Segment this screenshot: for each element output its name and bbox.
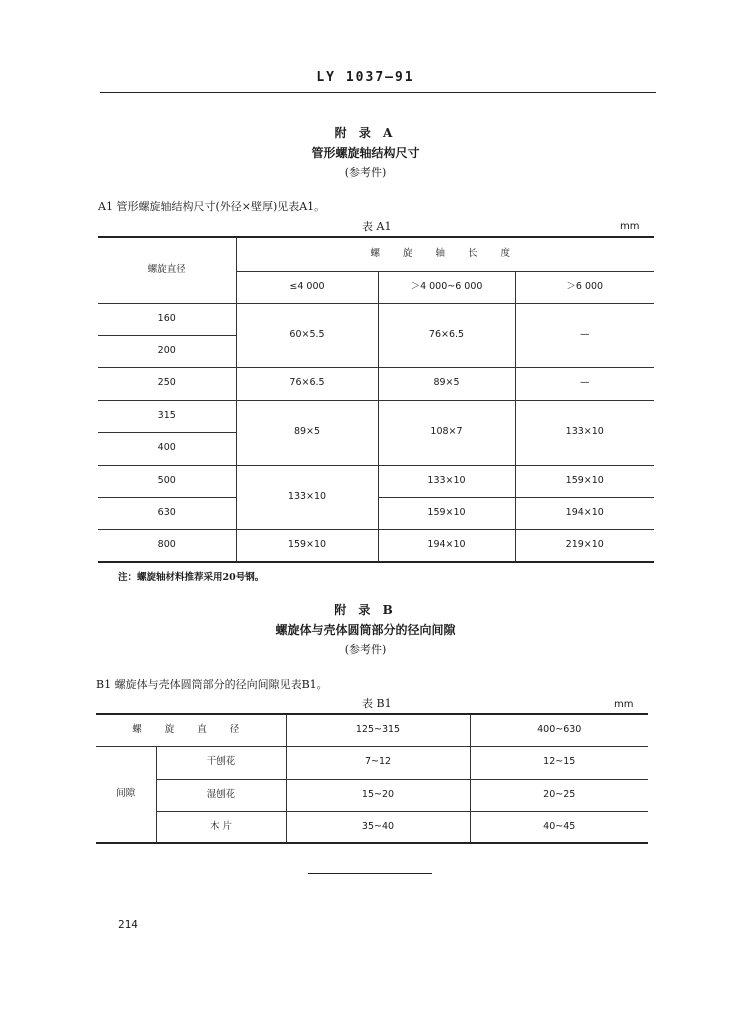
table-b1 xyxy=(96,713,648,844)
table-row xyxy=(96,811,648,843)
appendix-b-title: 附 录 B xyxy=(334,603,397,617)
table-row xyxy=(98,367,654,400)
size-cell: 108×7 xyxy=(378,400,515,465)
size-cell: 159×10 xyxy=(236,529,378,562)
range-header-2: 400~630 xyxy=(470,714,648,746)
size-cell: 89×5 xyxy=(378,367,515,400)
diameter-cell: 400 xyxy=(98,432,236,465)
size-cell: — xyxy=(515,367,654,400)
page-number: 214 xyxy=(118,918,138,931)
header-diameter: 螺旋直径 xyxy=(147,264,186,276)
size-cell: 76×6.5 xyxy=(378,303,515,367)
size-cell: 89×5 xyxy=(236,400,378,465)
table-row xyxy=(98,400,654,432)
value-cell: 20~25 xyxy=(470,779,648,811)
size-cell: 194×10 xyxy=(515,497,654,529)
table-row xyxy=(96,779,648,811)
value-cell: 7~12 xyxy=(286,746,470,779)
clearance-group-label: 间隙 xyxy=(96,746,156,843)
table-row xyxy=(96,746,648,779)
size-cell: 159×10 xyxy=(515,465,654,497)
table-row xyxy=(98,465,654,497)
size-cell: 133×10 xyxy=(236,465,378,529)
clause-b1: B1 螺旋体与壳体圆筒部分的径向间隙见表B1。 xyxy=(96,678,328,691)
table-a1-caption: 表 A1 xyxy=(362,220,392,233)
header-rule xyxy=(100,92,656,93)
size-cell: 60×5.5 xyxy=(236,303,378,367)
value-cell: 35~40 xyxy=(286,811,470,843)
size-cell: 133×10 xyxy=(515,400,654,465)
appendix-a-note: (参考件) xyxy=(344,166,387,179)
value-cell: 15~20 xyxy=(286,779,470,811)
length-range-3: ＞6 000 xyxy=(515,271,654,303)
appendix-a-subtitle: 管形螺旋轴结构尺寸 xyxy=(311,146,420,160)
clause-a1: A1 管形螺旋轴结构尺寸(外径×壁厚)见表A1。 xyxy=(98,200,326,213)
table-row xyxy=(98,529,654,562)
table-row xyxy=(98,303,654,335)
diameter-cell: 160 xyxy=(98,303,236,335)
material-cell: 木 片 xyxy=(156,811,286,843)
value-cell: 12~15 xyxy=(470,746,648,779)
standard-code: LY 1037—91 xyxy=(316,70,415,85)
table-a1-unit: mm xyxy=(620,221,640,232)
table-b1-caption: 表 B1 xyxy=(362,697,392,710)
material-cell: 湿刨花 xyxy=(156,779,286,811)
end-rule xyxy=(308,873,432,874)
range-header-1: 125~315 xyxy=(286,714,470,746)
header-shaft-length: 螺 旋 轴 长 度 xyxy=(236,237,654,271)
size-cell: — xyxy=(515,303,654,367)
diameter-cell: 500 xyxy=(98,465,236,497)
diameter-cell: 315 xyxy=(98,400,236,432)
size-cell: 219×10 xyxy=(515,529,654,562)
length-range-1: ≤4 000 xyxy=(236,271,378,303)
appendix-a-title: 附 录 A xyxy=(334,126,397,140)
header-diameter: 螺 旋 直 径 xyxy=(132,724,250,736)
diameter-cell: 800 xyxy=(98,529,236,562)
size-cell: 133×10 xyxy=(378,465,515,497)
table-a1-footnote: 注：螺旋轴材料推荐采用20号钢。 xyxy=(118,572,265,583)
size-cell: 159×10 xyxy=(378,497,515,529)
material-cell: 干刨花 xyxy=(156,746,286,779)
table-a1 xyxy=(98,236,654,563)
size-cell: 194×10 xyxy=(378,529,515,562)
appendix-b-note: (参考件) xyxy=(344,643,387,656)
table-b1-unit: mm xyxy=(614,699,634,710)
length-range-2: ＞4 000~6 000 xyxy=(378,271,515,303)
diameter-cell: 250 xyxy=(98,367,236,400)
diameter-cell: 630 xyxy=(98,497,236,529)
value-cell: 40~45 xyxy=(470,811,648,843)
diameter-cell: 200 xyxy=(98,335,236,367)
appendix-b-subtitle: 螺旋体与壳体圆筒部分的径向间隙 xyxy=(275,623,456,637)
size-cell: 76×6.5 xyxy=(236,367,378,400)
